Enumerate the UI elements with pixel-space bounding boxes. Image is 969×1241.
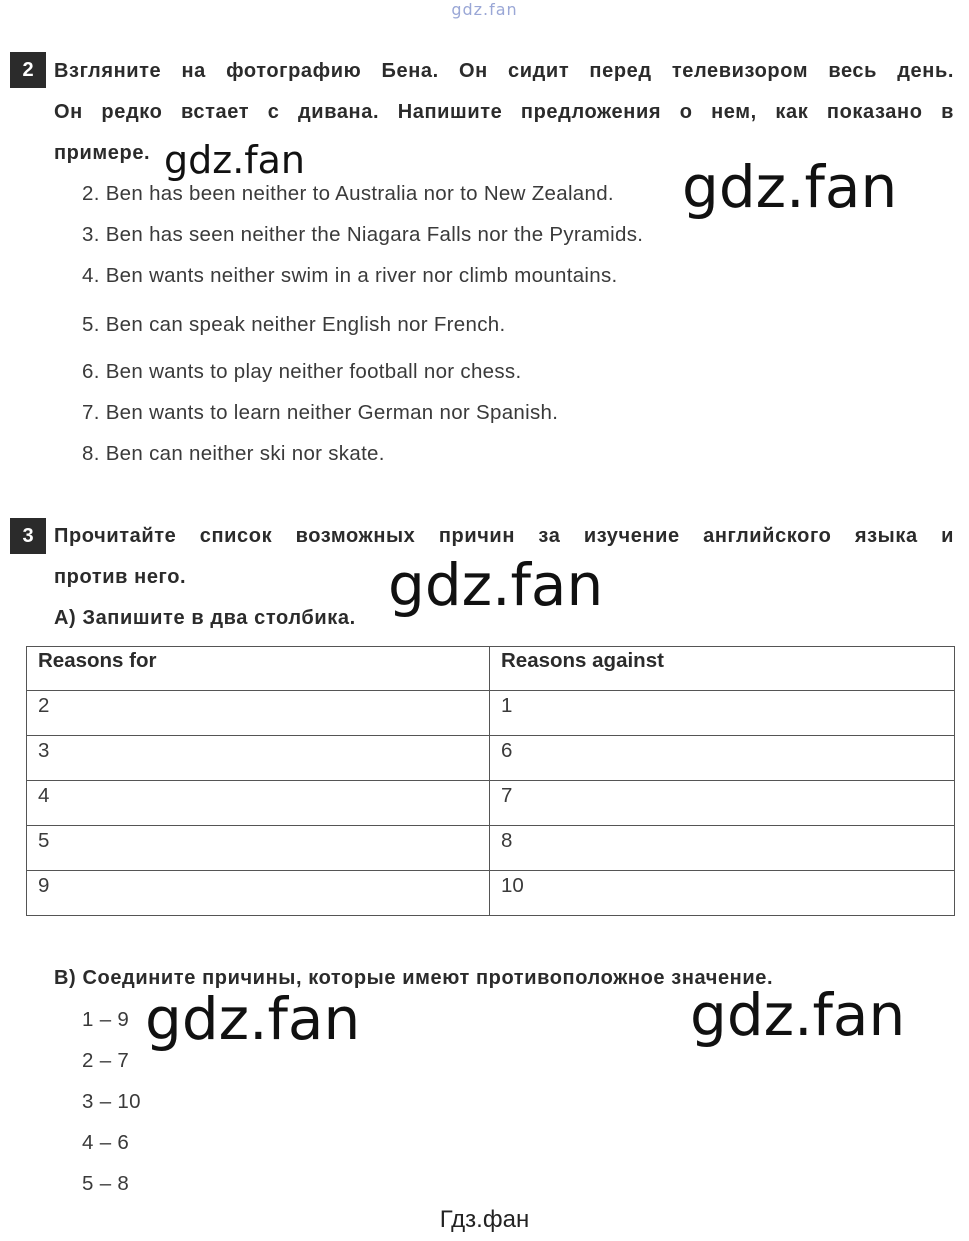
pair-item: 1 – 9	[82, 1008, 130, 1031]
task-3-part-a: А) Запишите в два столбика.	[54, 607, 356, 629]
watermark-text: gdz.fan	[388, 551, 604, 619]
task-2-item: 4. Ben wants neither swim in a river nor climb mountains.	[82, 264, 618, 287]
task-2-number: 2	[10, 52, 46, 88]
watermark-text: gdz.fan	[164, 138, 306, 182]
footer-text: Гдз.фан	[439, 1206, 530, 1233]
table-row	[27, 781, 955, 826]
pair-item: 3 – 10	[82, 1090, 141, 1113]
header-reasons-against: Reasons against	[490, 647, 955, 691]
pair-item: 4 – 6	[82, 1131, 130, 1154]
table-header-row	[27, 647, 955, 691]
task-2-instruction-line-3: примере.	[54, 142, 151, 164]
pair-item: 5 – 8	[82, 1172, 130, 1195]
task-2-instruction-line-1: Взгляните на фотографию Бена. Он сидит перед телевизором весь день.	[54, 60, 954, 82]
task-3-instruction-line-2: против него.	[54, 566, 187, 588]
cell-reason-for: 5	[27, 826, 490, 871]
cell-reason-against: 8	[490, 826, 955, 871]
cell-reason-for: 3	[27, 736, 490, 781]
task-2-item: 3. Ben has seen neither the Niagara Falls nor the Pyramids.	[82, 223, 644, 246]
top-watermark: gdz.fan	[451, 0, 518, 19]
task-2-item: 5. Ben can speak neither English nor French.	[82, 313, 506, 336]
task-2-item: 6. Ben wants to play neither football nor chess.	[82, 360, 522, 383]
cell-reason-for: 9	[27, 871, 490, 916]
task-2-item: 2. Ben has been neither to Australia nor to New Zealand.	[82, 182, 614, 205]
table-row	[27, 691, 955, 736]
task-2-item: 8. Ben can neither ski nor skate.	[82, 442, 385, 465]
pair-item: 2 – 7	[82, 1049, 130, 1072]
task-3-number: 3	[10, 518, 46, 554]
cell-reason-against: 1	[490, 691, 955, 736]
header-reasons-for: Reasons for	[27, 647, 490, 691]
cell-reason-against: 10	[490, 871, 955, 916]
watermark-text: gdz.fan	[682, 153, 898, 221]
watermark-text: gdz.fan	[145, 985, 361, 1053]
table-row	[27, 871, 955, 916]
reasons-table	[26, 646, 955, 916]
table-row	[27, 736, 955, 781]
cell-reason-for: 2	[27, 691, 490, 736]
cell-reason-for: 4	[27, 781, 490, 826]
task-3-part-b: B) Соедините причины, которые имеют противоположное значение.	[54, 967, 774, 989]
task-2-instruction-line-2: Он редко встает с дивана. Напишите предложения о нем, как показано в	[54, 101, 954, 123]
watermark-text: gdz.fan	[690, 981, 906, 1049]
table-row	[27, 826, 955, 871]
task-3-instruction-line-1: Прочитайте список возможных причин за изучение английского языка и	[54, 525, 954, 547]
task-2-item: 7. Ben wants to learn neither German nor Spanish.	[82, 401, 559, 424]
cell-reason-against: 6	[490, 736, 955, 781]
cell-reason-against: 7	[490, 781, 955, 826]
